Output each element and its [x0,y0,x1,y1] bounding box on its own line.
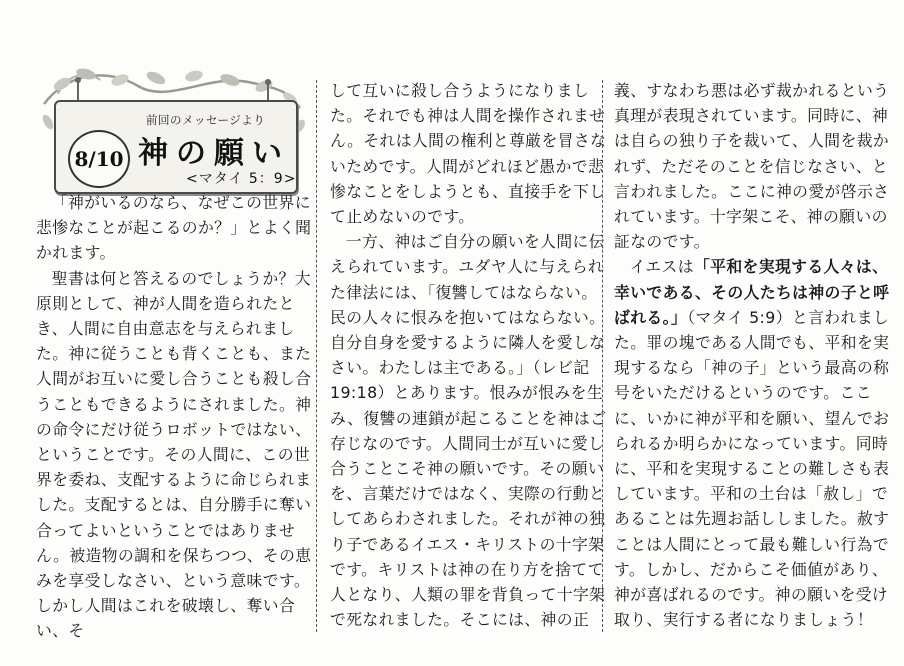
scripture-reference: <マタイ 5：9> [186,171,297,187]
paragraph: 義、すなわち悪は必ず裁かれるという真理が表現されています。同時に、神は自らの独り子を裁いて、人間を裁かれず、ただそのことを信じなさい、と言われました。ここに神の愛が啓示されています。十字架こそ、神の願いの証なのです。 [614,81,890,252]
header-subtitle: 前回のメッセージより [146,113,266,127]
column-divider [602,80,603,632]
paragraph: 一方、神はご自分の願いを人間に伝えられています。ユダヤ人に与えられた律法には、「復讐してはならない。民の人々に恨みを抱いてはならない。自分自身を愛するように隣人を愛しなさい。わたしは主である。」（レビ記 19:18）とあります。恨みが恨みを生み、復讐の連鎖が起こることを神はご存じなのです。人間同士が互いに愛し合うことこそ神の願いです。その願いを、言葉だけではなく、実際の行動としてあらわされました。それが神の独り子であるイエス・キリストの十字架です。キリストは神の在り方を捨てて人となり、人類の罪を背負って十字架で死なれました。そこには、神の正 [330,232,607,630]
page-title: 神の願い [138,136,290,171]
text-column-3 [614,78,892,632]
scripture-quote: 「平和を実現する人々は、幸いである、その人たちは神の子と呼ばれる。」 [614,257,890,327]
paragraph: 聖書は何と答えるのでしょうか？大原則として、神が人間を造られたとき、人間に自由意志を与えられました。神に従うことも背くことも、また人間がお互いに愛し合うことも殺し合うこともできるようにされました。神の命令にだけ従うロボットではない、ということです。その人間に、この世界を委ね、支配するように命じられました。支配するとは、自分勝手に奪い合ってよいということではありません。被造物の調和を保ちつつ、その恵みを享受しなさい、という意味です。しかし人間はこれを破壊し、奪い合い、そ [36,268,312,641]
paragraph: 「神がいるのなら、なぜこの世界に悲惨なことが起こるのか？」とよく聞かれます。 [36,193,312,263]
column-divider [316,80,317,632]
paragraph: して互いに殺し合うようになりました。それでも神は人間を操作されません。それは人間の権利と尊厳を冒さないためです。人間がどれほど愚かで悲惨なことをしようとも、直接手を下して止めないのです。 [330,81,607,227]
paragraph-body: （マタイ 5:9）と言われました。罪の塊である人間でも、平和を実現するなら「神の子」という最高の称号をいただけるというのです。ここに、いかに神が平和を願い、望んでおられるか明らかになっています。同時に、平和を実現することの難しさも表しています。平和の土台は「赦し」であることは先週お話ししました。赦すことは人間にとって最も難しい行為です。しかし、だからこそ価値があり、神が喜ばれるのです。神の願いを受け取り、実行する者になりましょう！ [614,307,890,630]
date-badge: 8/10 [68,130,130,188]
paragraph-lead: イエスは [629,257,694,277]
header-sign [38,64,306,194]
text-column-1 [36,190,314,644]
text-column-2 [330,78,608,632]
paragraph [614,254,892,632]
